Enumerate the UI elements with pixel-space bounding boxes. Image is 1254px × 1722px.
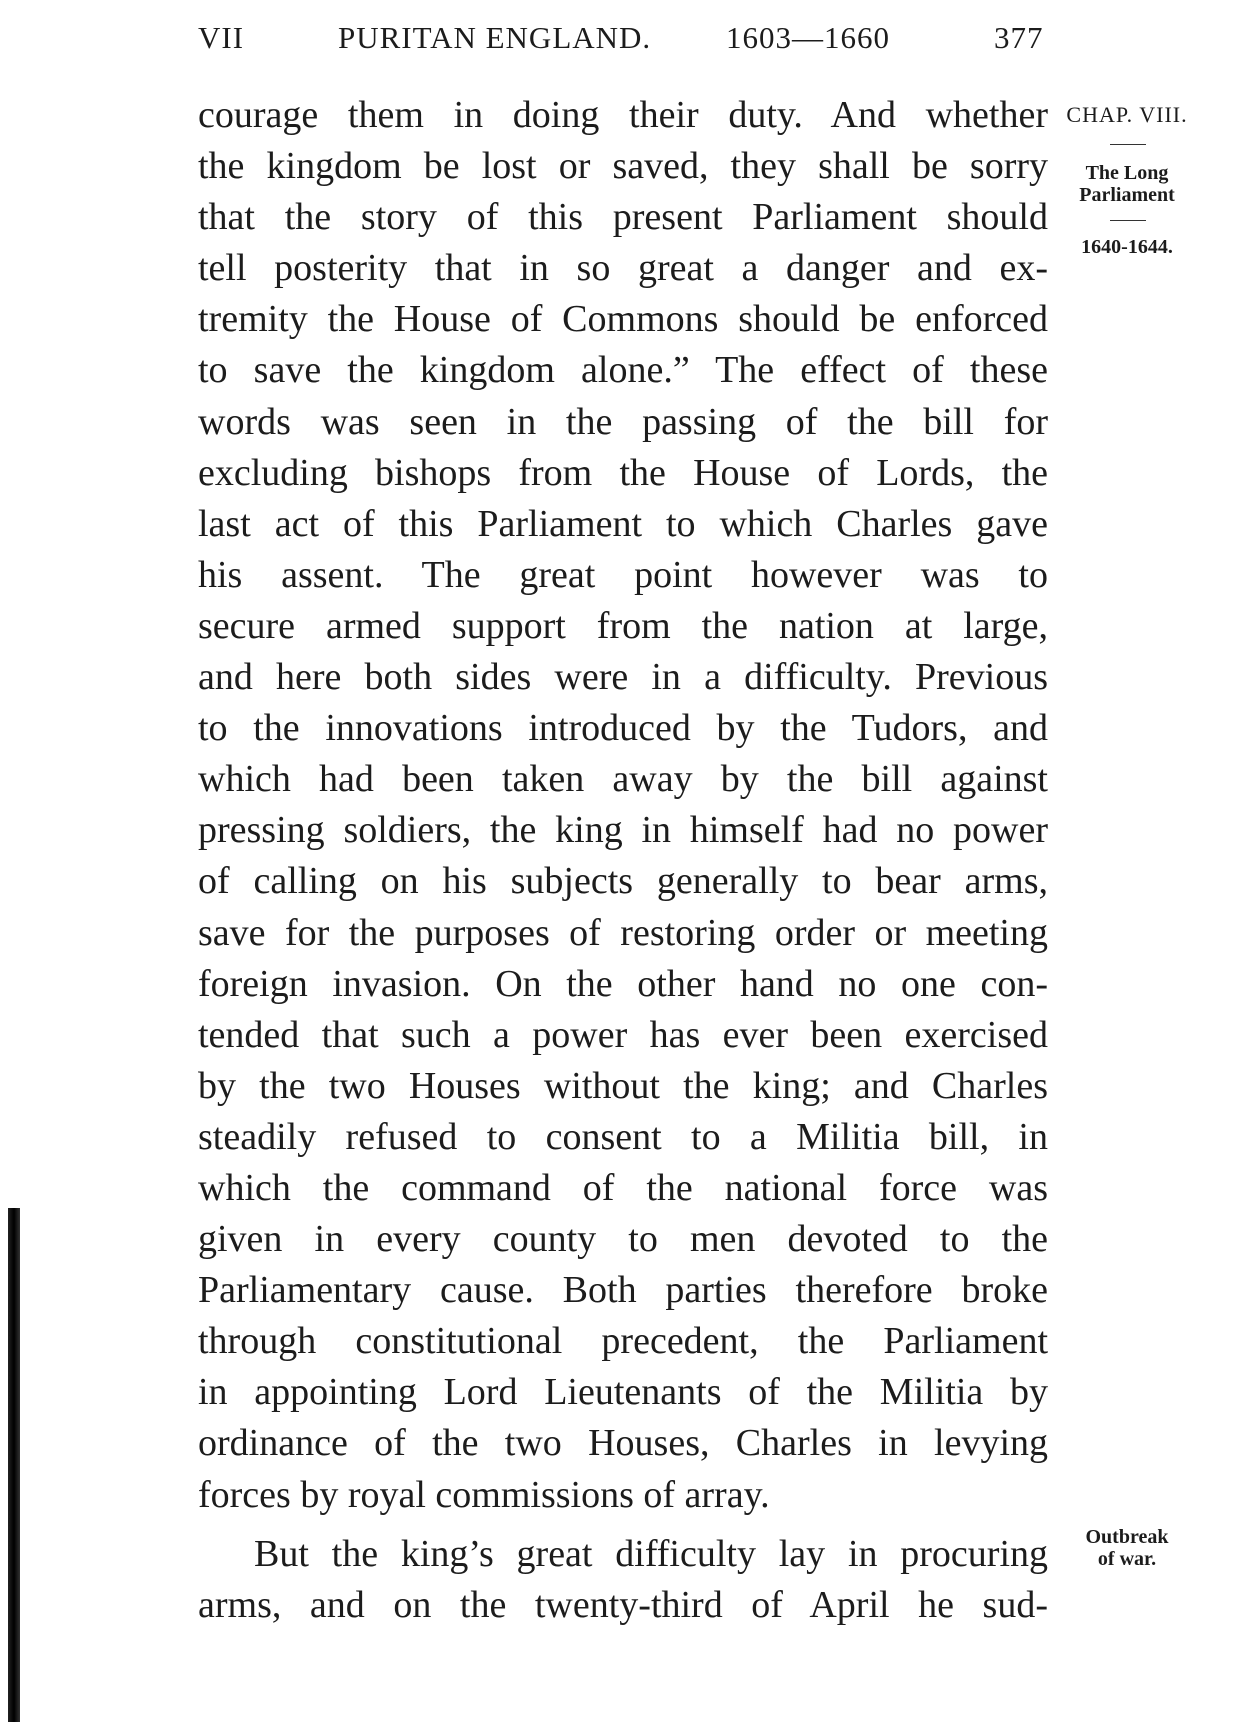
text-line: through constitutional precedent, the Parliament (198, 1320, 1048, 1363)
text-line: that the story of this present Parliament should (198, 196, 1048, 239)
text-line: by the two Houses without the king; and Charles (198, 1064, 1048, 1107)
binding-shadow (8, 1208, 20, 1722)
margin-topic-note (1052, 162, 1202, 206)
text-line: the kingdom be lost or saved, they shall be sorry (198, 145, 1048, 188)
text-line: his assent. The great point however was to (198, 553, 1048, 596)
text-line: Parliamentary cause. Both parties therefore broke (198, 1269, 1048, 1312)
text-line: excluding bishops from the House of Lords, the (198, 451, 1048, 494)
text-line: tell posterity that in so great a danger and ex- (198, 247, 1048, 290)
text-line: of calling on his subjects generally to bear arms, (198, 860, 1048, 903)
margin-rule (1110, 144, 1146, 145)
paragraph-gap (198, 1521, 1048, 1529)
text-line: in appointing Lord Lieutenants of the Militia by (198, 1371, 1048, 1414)
margin-years-note: 1640-1644. (1081, 236, 1173, 258)
margin-outbreak-line: of war. (1097, 1548, 1157, 1570)
running-head (198, 20, 1048, 64)
margin-outbreak-note (1052, 1526, 1202, 1570)
body-text (198, 90, 1048, 1631)
text-line: steadily refused to consent to a Militia bill, in (198, 1115, 1048, 1158)
paragraph-1 (198, 90, 1048, 1521)
text-line: tremity the House of Commons should be enforced (198, 298, 1048, 341)
margin-topic-line: The Long (1085, 162, 1169, 184)
text-line: tended that such a power has ever been exercised (198, 1013, 1048, 1056)
text-line: pressing soldiers, the king in himself had no power (198, 809, 1048, 852)
text-line: and here both sides were in a difficulty. Previous (198, 656, 1048, 699)
text-line: arms, and on the twenty-third of April he sud- (198, 1583, 1048, 1626)
text-line: to save the kingdom alone.” The effect of these (198, 349, 1048, 392)
paragraph-2 (198, 1529, 1048, 1631)
text-line: given in every county to men devoted to the (198, 1218, 1048, 1261)
running-head-title: PURITAN ENGLAND. (338, 20, 652, 55)
text-line: save for the purposes of restoring order or meeting (198, 911, 1048, 954)
margin-chapter-label: CHAP. VIII. (1066, 102, 1188, 127)
text-line: secure armed support from the nation at large, (198, 604, 1048, 647)
text-line: which the command of the national force was (198, 1166, 1048, 1209)
margin-topic-line: Parliament (1079, 184, 1175, 206)
running-head-chapter: VII (198, 20, 245, 55)
text-line: But the king’s great difficulty lay in procuring (254, 1532, 1048, 1575)
text-line: which had been taken away by the bill against (198, 758, 1048, 801)
text-line: courage them in doing their duty. And whether (198, 94, 1048, 136)
page-number: 377 (994, 20, 1044, 55)
text-line: foreign invasion. On the other hand no one con- (198, 962, 1048, 1005)
text-line: forces by royal commissions of array. (198, 1473, 770, 1516)
text-line: words was seen in the passing of the bill for (198, 400, 1048, 443)
margin-outbreak-line: Outbreak (1085, 1526, 1169, 1548)
text-line: last act of this Parliament to which Charles gave (198, 502, 1048, 545)
text-line: to the innovations introduced by the Tudors, and (198, 707, 1048, 750)
margin-rule (1110, 220, 1146, 221)
text-line: ordinance of the two Houses, Charles in levying (198, 1422, 1048, 1465)
running-head-dates: 1603—1660 (726, 20, 890, 55)
